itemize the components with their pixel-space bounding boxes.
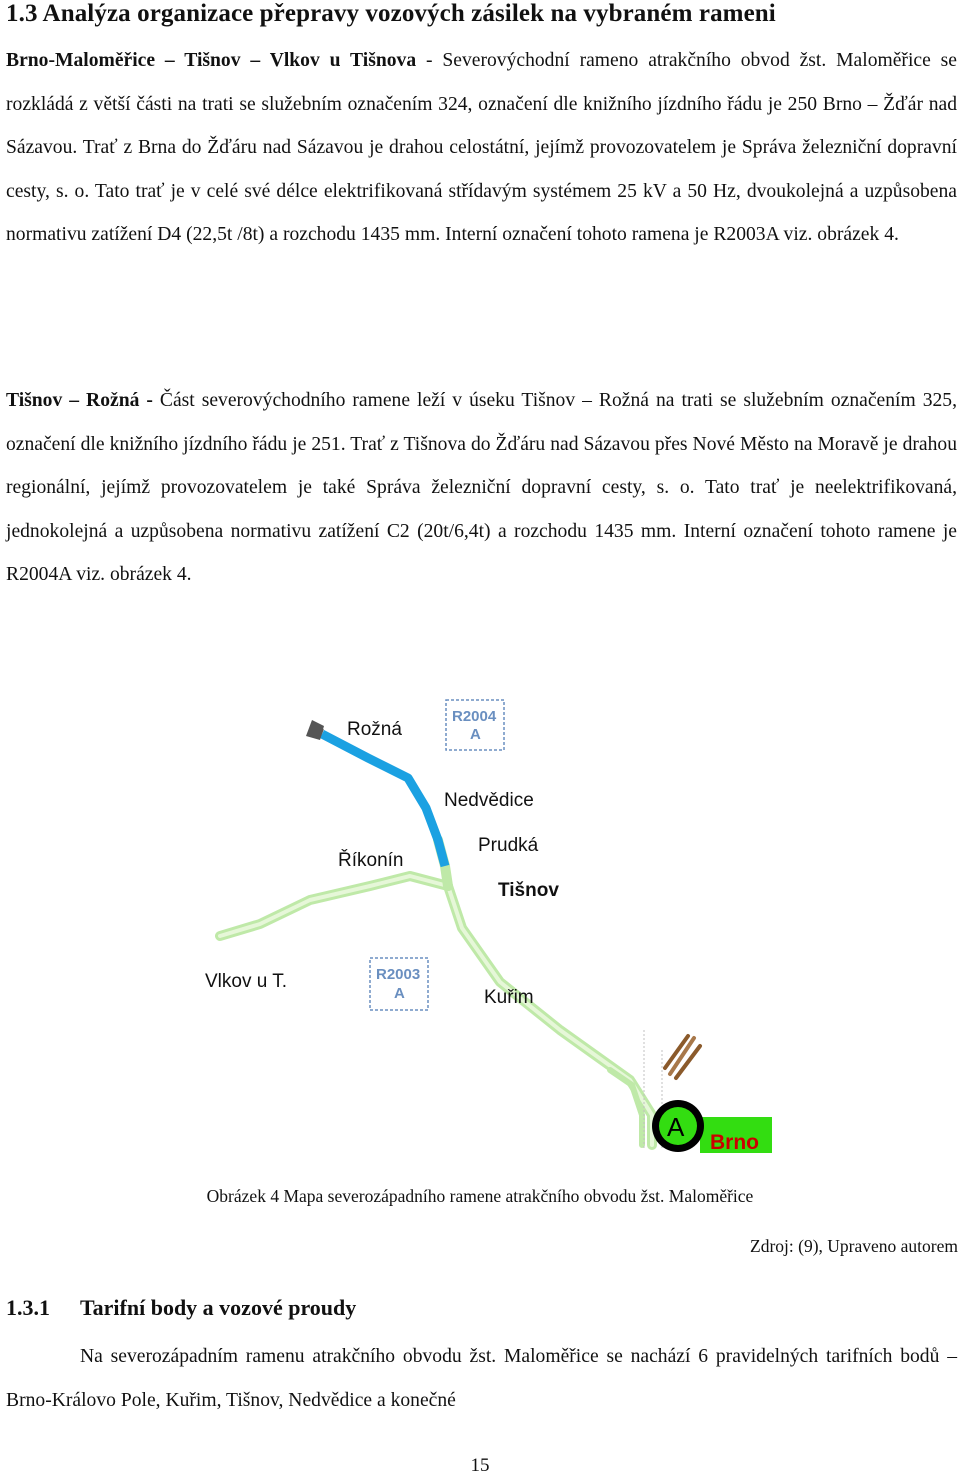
subsection-heading bbox=[6, 1295, 356, 1321]
subsection-title: Tarifní body a vozové proudy bbox=[80, 1295, 357, 1320]
paragraph-tisnov-rozna bbox=[6, 379, 957, 597]
station-kurim: Kuřim bbox=[484, 987, 534, 1008]
paragraph-lead-bold: Tišnov – Rožná - bbox=[6, 390, 153, 411]
subsection-number: 1.3.1 bbox=[6, 1295, 50, 1320]
station-nedvedice: Nedvědice bbox=[444, 790, 534, 811]
paragraph-lead-bold: Brno-Maloměřice – Tišnov – Vlkov u Tišnova bbox=[6, 50, 417, 71]
station-tisnov: Tišnov bbox=[498, 880, 559, 901]
station-vlkov: Vlkov u T. bbox=[205, 971, 288, 992]
r2003-suffix: A bbox=[394, 985, 405, 1002]
station-rikonin: Říkonín bbox=[338, 850, 404, 871]
station-rozna: Rožná bbox=[347, 719, 402, 740]
r2004-suffix: A bbox=[470, 726, 481, 743]
page-number: 15 bbox=[470, 1455, 490, 1476]
figure-caption: Obrázek 4 Mapa severozápadního ramene atrakčního obvodu žst. Maloměřice bbox=[206, 1186, 754, 1206]
station-brno: Brno bbox=[710, 1131, 759, 1154]
paragraph-tarifni-body bbox=[6, 1335, 957, 1422]
r2004-label: R2004 bbox=[452, 708, 497, 725]
figure-source: Zdroj: (9), Upraveno autorem bbox=[750, 1236, 958, 1256]
station-prudka: Prudká bbox=[478, 835, 539, 856]
section-title: Analýza organizace přepravy vozových zásilek na vybraném rameni bbox=[42, 0, 776, 27]
node-label: A bbox=[667, 1112, 685, 1142]
paragraph-body: - Severovýchodní rameno atrakčního obvod žst. Maloměřice se rozkládá z větší části na trati se služebním označením 324, označení dle knižního jízdního řádu je 250 Brno – Žďár nad Sázavou. Trať z Brna do Žďáru nad Sázavou je drahou celostátní, jejímž provozovatelem je Správa železniční dopravní cesty, s. o. Tato trať je v celé své délce elektrifikovaná střídavým systémem 25 kV a 50 Hz, dvoukolejná a uzpůsobena normativu zatížení D4 (22,5t /8t) a rozchodu 1435 mm. Interní označení tohoto ramena je R2003A viz. obrázek 4. bbox=[6, 50, 957, 245]
paragraph-body: Část severovýchodního ramene leží v úseku Tišnov – Rožná na trati se služebním označením 325, označení dle knižního jízdního řádu je 251. Trať z Tišnova do Žďáru nad Sázavou přes Nové Město na Moravě je drahou regionální, jejímž provozovatelem je také Správa železniční dopravní cesty, s. o. Tato trať je neelektrifikovaná, jednokolejná a uzpůsobena normativu zatížení C2 (20t/6,4t) a rozchodu 1435 mm. Interní označení tohoto ramene je R2004A viz. obrázek 4. bbox=[6, 390, 957, 585]
section-heading bbox=[6, 0, 776, 28]
section-number: 1.3 bbox=[6, 0, 38, 27]
paragraph-body: Na severozápadním ramenu atrakčního obvodu žst. Maloměřice se nachází 6 pravidelných tarifních bodů – Brno-Královo Pole, Kuřim, Tišnov, Nedvědice a konečné bbox=[6, 1346, 957, 1411]
r2003-label: R2003 bbox=[376, 966, 421, 983]
railway-map-figure bbox=[200, 690, 780, 1160]
paragraph-brno-tisnov bbox=[6, 39, 957, 257]
